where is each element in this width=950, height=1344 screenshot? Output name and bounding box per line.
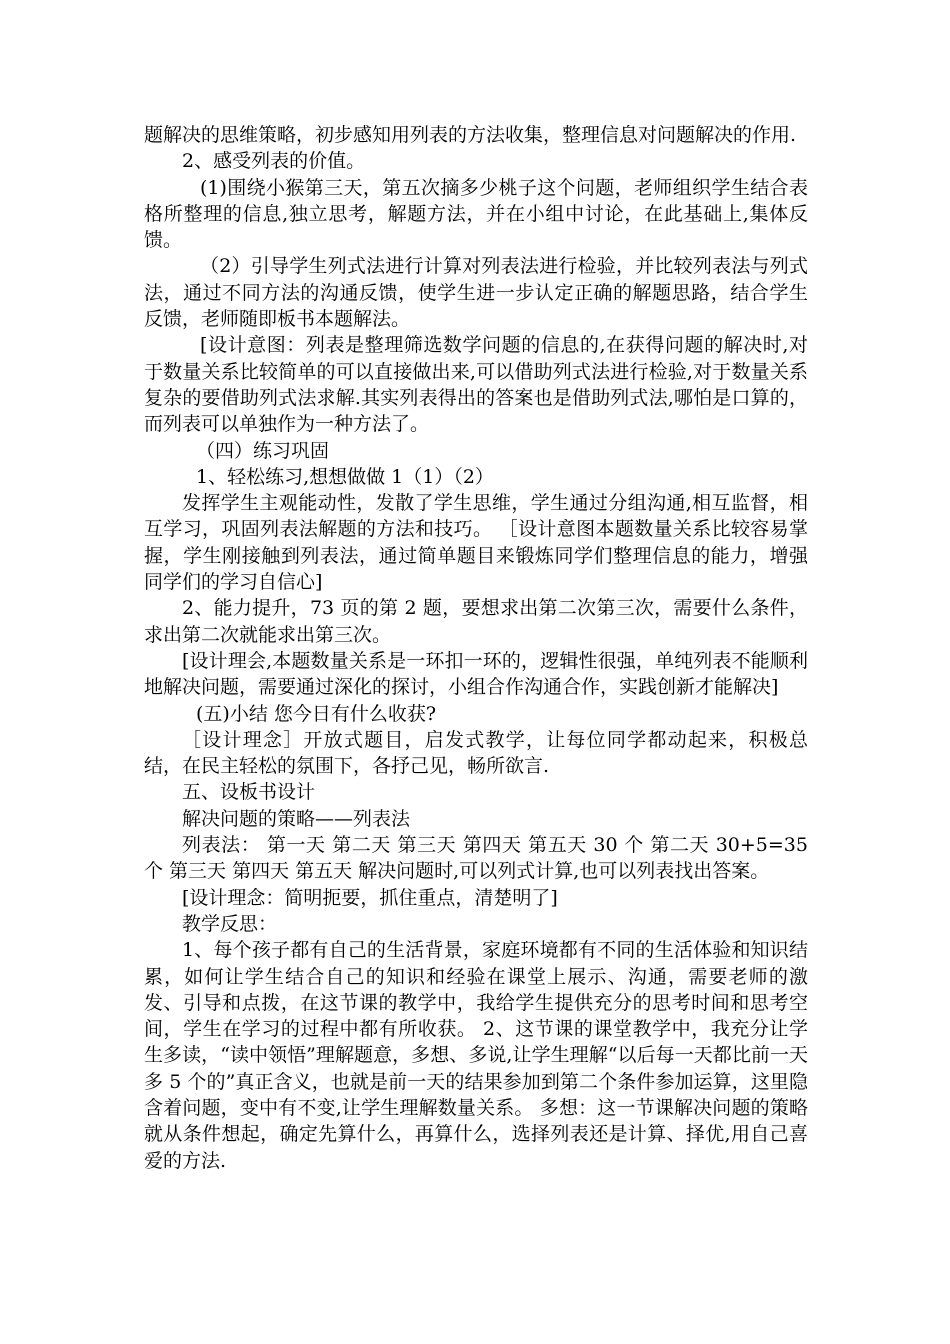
paragraph-practice-heading: （四）练习巩固 (196, 439, 330, 462)
paragraph-design-intent: [设计意图：列表是整理筛选数学问题的信息的,在获得问题的解决时,对于数量关系比较简单的可以直接做出来,可以借助列式法进行检验,对于数量关系复杂的要借助列式法求解.其实列表得出的答案也是借助列式法,哪怕是口算的，而列表可以单独作为一种方法了。 (144, 334, 808, 436)
document-body (144, 122, 808, 1174)
paragraph-continuation: 题解决的思维策略，初步感知用列表的方法收集，整理信息对问题解决的作用. (144, 124, 797, 146)
paragraph-section-2-heading: 2、感受列表的价值。 (182, 150, 366, 173)
paragraph-easy-practice: 1、轻松练习,想想做做 1（1）（2） (196, 465, 494, 488)
paragraph-design-rationale: [设计理会,本题数量关系是一环扣一环的，逻辑性很强，单纯列表不能顺利地解决问题，需要通过深化的探讨，小组合作沟通合作，实践创新才能解决] (144, 649, 808, 699)
paragraph-summary-design: ［设计理念］开放式题目，启发式教学，让每位同学都动起来，积极总结，在民主轻松的氛围下，各抒己见，畅所欲言. (144, 728, 808, 778)
paragraph-board-design-rationale: [设计理念：简明扼要，抓住重点，清楚明了] (182, 886, 558, 909)
paragraph-item-1: (1)围绕小猴第三天，第五次摘多少桃子这个问题，老师组织学生结合表格所整理的信息,独立思考，解题方法，并在小组中讨论，在此基础上,集体反馈。 (144, 176, 808, 252)
paragraph-ability-improvement: 2、能力提升，73 页的第 2 题，要想求出第二次第三次，需要什么条件，求出第二次就能求出第三次。 (144, 597, 808, 646)
paragraph-practice-description: 发挥学生主观能动性，发散了学生思维，学生通过分组沟通,相互监督，相互学习，巩固列表法解题的方法和技巧。 ［设计意图本题数量关系比较容易掌握，学生刚接触到列表法，通过简单题目来锻炼同学们整理信息的能力，增强同学们的学习自信心] (144, 492, 808, 594)
paragraph-reflection-heading: 教学反思： (182, 912, 278, 935)
paragraph-reflection-body: 1、每个孩子都有自己的生活背景，家庭环境都有不同的生活体验和知识结累，如何让学生结合自己的知识和经验在课堂上展示、沟通，需要老师的激发、引导和点拨，在这节课的教学中，我给学生提供充分的思考时间和思考空间，学生在学习的过程中都有所收获。 2、这节课的课堂教学中，我充分让学生多读，“读中领悟”理解题意，多想、多说,让学生理解“以后每一天都比前一天多 5 个的”真正含义，也就是前一天的结果参加到第二个条件参加运算，这里隐含着问题，变中有不变,让学生理解数量关系。 多想：这一节课解决问题的策略就从条件想起，确定先算什么，再算什么，选择列表还是计算、择优,用自己喜爱的方法. (144, 939, 808, 1172)
paragraph-item-2: （2）引导学生列式法进行计算对列表法进行检验，并比较列表法与列式法，通过不同方法的沟通反馈，使学生进一步认定正确的解题思路，结合学生反馈，老师随即板书本题解法。 (144, 255, 808, 331)
paragraph-board-title: 解决问题的策略——列表法 (182, 807, 411, 830)
paragraph-board-design-heading: 五、设板书设计 (182, 781, 316, 804)
paragraph-summary-heading: (五)小结 您今日有什么收获? (196, 702, 437, 725)
paragraph-board-table: 列表法： 第一天 第二天 第三天 第四天 第五天 30 个 第二天 30+5=35 个 第三天 第四天 第五天 解决问题时,可以列式计算,也可以列表找出答案。 (144, 834, 808, 883)
